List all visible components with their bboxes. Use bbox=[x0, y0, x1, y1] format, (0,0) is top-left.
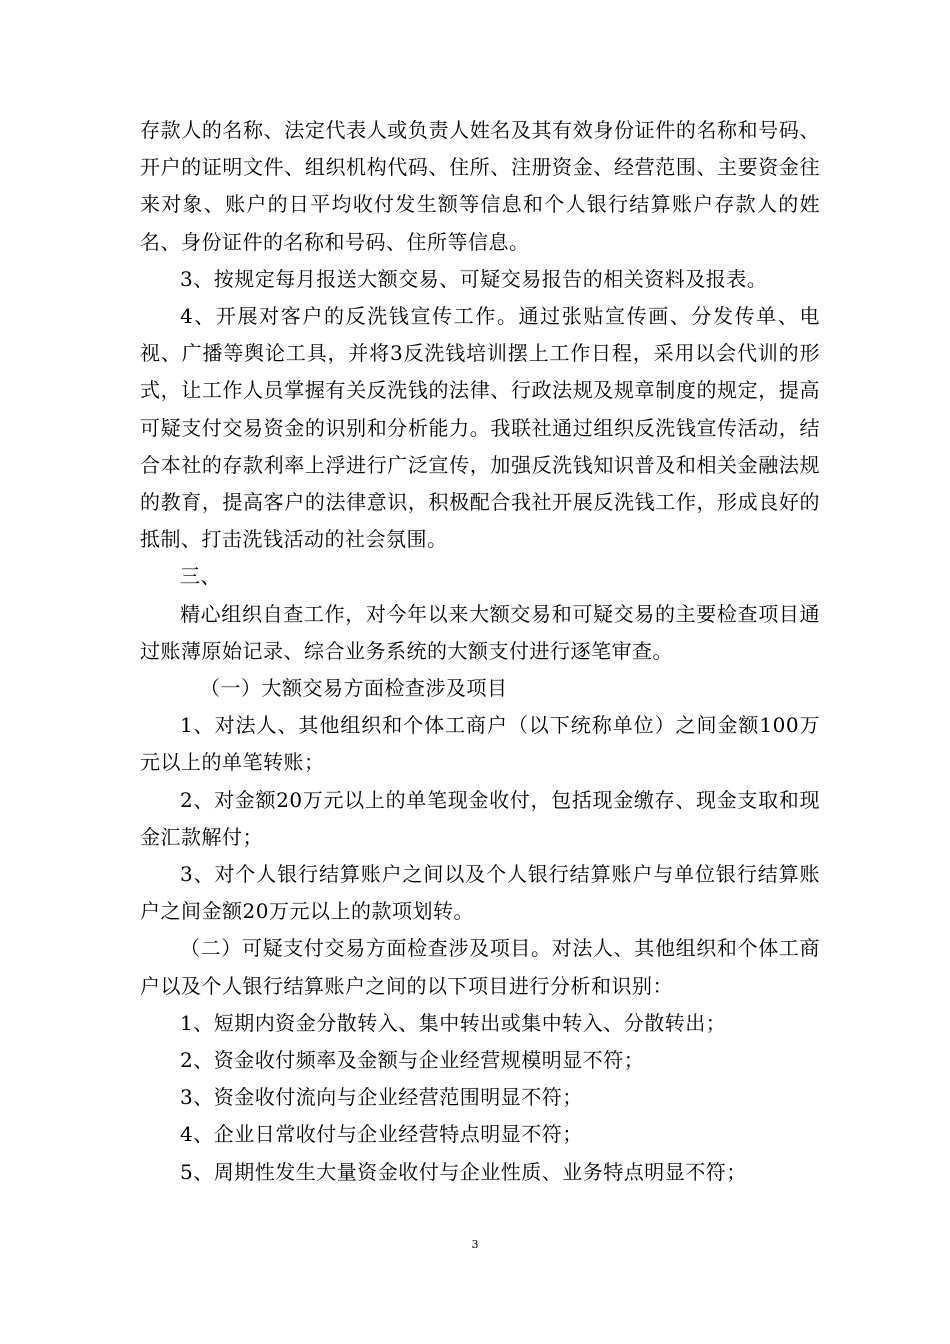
list-item-suspicious-2: 2、资金收付频率及金额与企业经营规模明显不符； bbox=[180, 1048, 645, 1073]
list-item-large-1: 1、对法人、其他组织和个体工商户（以下统称单位）之间金额100万元以上的单笔转账； bbox=[140, 713, 820, 775]
paragraph-item-4-publicity: 4、开展对客户的反洗钱宣传工作。通过张贴宣传画、分发传单、电视、广播等舆论工具，并将3反洗钱培训摆上工作日程，采用以会代训的形式，让工作人员掌握有关反洗钱的法律、行政法规及规章制度的规定，提高可疑支付交易资金的识别和分析能力。我联社通过组织反洗钱宣传活动，结合本社的存款利率上浮进行广泛宣传，加强反洗钱知识普及和相关金融法规的教育，提高客户的法律意识，积极配合我社开展反洗钱工作，形成良好的抵制、打击洗钱活动的社会氛围。 bbox=[140, 304, 820, 552]
list-item-suspicious-5: 5、周期性发生大量资金收付与企业性质、业务特点明显不符； bbox=[180, 1159, 747, 1184]
paragraph-self-inspection: 精心组织自查工作，对今年以来大额交易和可疑交易的主要检查项目通过账薄原始记录、综合业务系统的大额支付进行逐笔审查。 bbox=[140, 601, 820, 663]
list-item-suspicious-4: 4、企业日常收付与企业经营特点明显不符； bbox=[180, 1122, 583, 1147]
list-item-large-2: 2、对金额20万元以上的单笔现金收付，包括现金缴存、现金支取和现金汇款解付； bbox=[140, 787, 820, 849]
subheading-large-transactions: （一）大额交易方面检查涉及项目 bbox=[200, 676, 508, 701]
list-item-suspicious-3: 3、资金收付流向与企业经营范围明显不符； bbox=[180, 1085, 583, 1110]
section-heading-three: 三、 bbox=[180, 564, 221, 589]
subheading-suspicious-transactions: （二）可疑支付交易方面检查涉及项目。对法人、其他组织和个体工商户以及个人银行结算账户之间的以下项目进行分析和识别： bbox=[140, 936, 820, 998]
paragraph-depositor-info: 存款人的名称、法定代表人或负责人姓名及其有效身份证件的名称和号码、开户的证明文件、组织机构代码、住所、注册资金、经营范围、主要资金往来对象、账户的日平均收付发生额等信息和个人银行结算账户存款人的姓名、身份证件的名称和号码、住所等信息。 bbox=[140, 118, 820, 254]
paragraph-item-3-report: 3、按规定每月报送大额交易、可疑交易报告的相关资料及报表。 bbox=[180, 266, 768, 291]
list-item-large-3: 3、对个人银行结算账户之间以及个人银行结算账户与单位银行结算账户之间金额20万元以上的款项划转。 bbox=[140, 862, 820, 924]
document-body bbox=[140, 112, 820, 1191]
page-number: 3 bbox=[471, 1238, 479, 1251]
list-item-suspicious-1: 1、短期内资金分散转入、集中转出或集中转入、分散转出； bbox=[180, 1010, 727, 1035]
